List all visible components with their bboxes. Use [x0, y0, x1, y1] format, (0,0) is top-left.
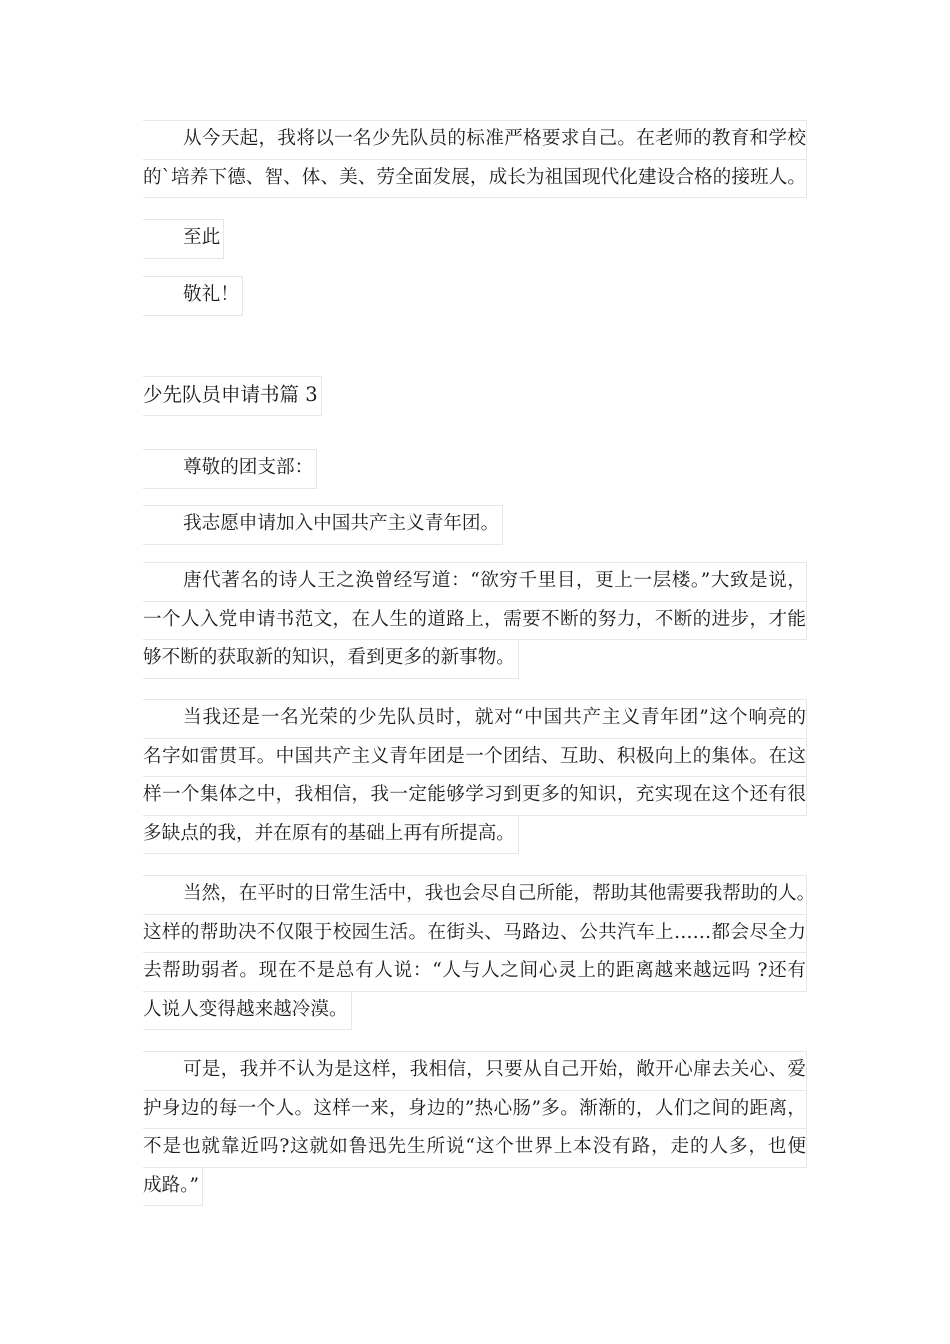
paragraph-line: 成路。” — [143, 1167, 203, 1207]
paragraph-pledge — [143, 121, 807, 198]
paragraph-line: 去帮助弱者。现在不是总有人说：“人与人之间心灵上的距离越来越远吗 ?还有 — [143, 952, 807, 992]
paragraph-line: 唐代著名的诗人王之涣曾经写道：“欲穷千里目，更上一层楼。”大致是说， — [143, 562, 807, 602]
paragraph-line: 这样的帮助决不仅限于校园生活。在街头、马路边、公共汽车上……都会尽全力 — [143, 914, 807, 954]
paragraph-line: 不是也就靠近吗?这就如鲁迅先生所说“这个世界上本没有路，走的人多，也便 — [143, 1128, 807, 1168]
paragraph-2 — [143, 563, 807, 679]
salutation — [143, 450, 807, 489]
section-title-text: 少先队员申请书篇 3 — [143, 376, 322, 416]
paragraph-line: 护身边的每一个人。这样一来，身边的”热心肠”多。渐渐的，人们之间的距离， — [143, 1090, 807, 1130]
closing-line-1 — [143, 220, 807, 259]
paragraph-3 — [143, 700, 807, 854]
paragraph-line: 名字如雷贯耳。中国共产主义青年团是一个团结、互助、积极向上的集体。在这 — [143, 738, 807, 778]
paragraph-line: 可是，我并不认为是这样，我相信，只要从自己开始，敞开心扉去关心、爱 — [143, 1051, 807, 1091]
section-title — [143, 377, 322, 416]
salutation-text: 尊敬的团支部： — [143, 449, 317, 489]
paragraph-line: 一个人入党申请书范文，在人生的道路上，需要不断的努力，不断的进步，才能 — [143, 601, 807, 641]
closing-line-2 — [143, 277, 807, 316]
paragraph-4 — [143, 876, 816, 1030]
paragraph-line: 够不断的获取新的知识，看到更多的新事物。 — [143, 639, 519, 679]
paragraph-line: 人说人变得越来越冷漠。 — [143, 991, 352, 1031]
paragraph-line: 多缺点的我，并在原有的基础上再有所提高。 — [143, 815, 519, 855]
paragraph-line: 从今天起，我将以一名少先队员的标准严格要求自己。在老师的教育和学校 — [143, 120, 807, 160]
paragraph-line: 我志愿申请加入中国共产主义青年团。 — [143, 505, 503, 545]
paragraph-1 — [143, 506, 807, 545]
paragraph-line: 的`培养下德、智、体、美、劳全面发展，成长为祖国现代化建设合格的接班人。 — [143, 159, 807, 199]
paragraph-5 — [143, 1052, 807, 1206]
paragraph-line: 当然，在平时的日常生活中，我也会尽自己所能，帮助其他需要我帮助的人。 — [143, 875, 807, 915]
paragraph-line: 当我还是一名光荣的少先队员时，就对“中国共产主义青年团”这个响亮的 — [143, 699, 807, 739]
paragraph-line: 样一个集体之中，我相信，我一定能够学习到更多的知识，充实现在这个还有很 — [143, 776, 807, 816]
closing-text: 敬礼！ — [143, 276, 243, 316]
closing-text: 至此 — [143, 219, 224, 259]
